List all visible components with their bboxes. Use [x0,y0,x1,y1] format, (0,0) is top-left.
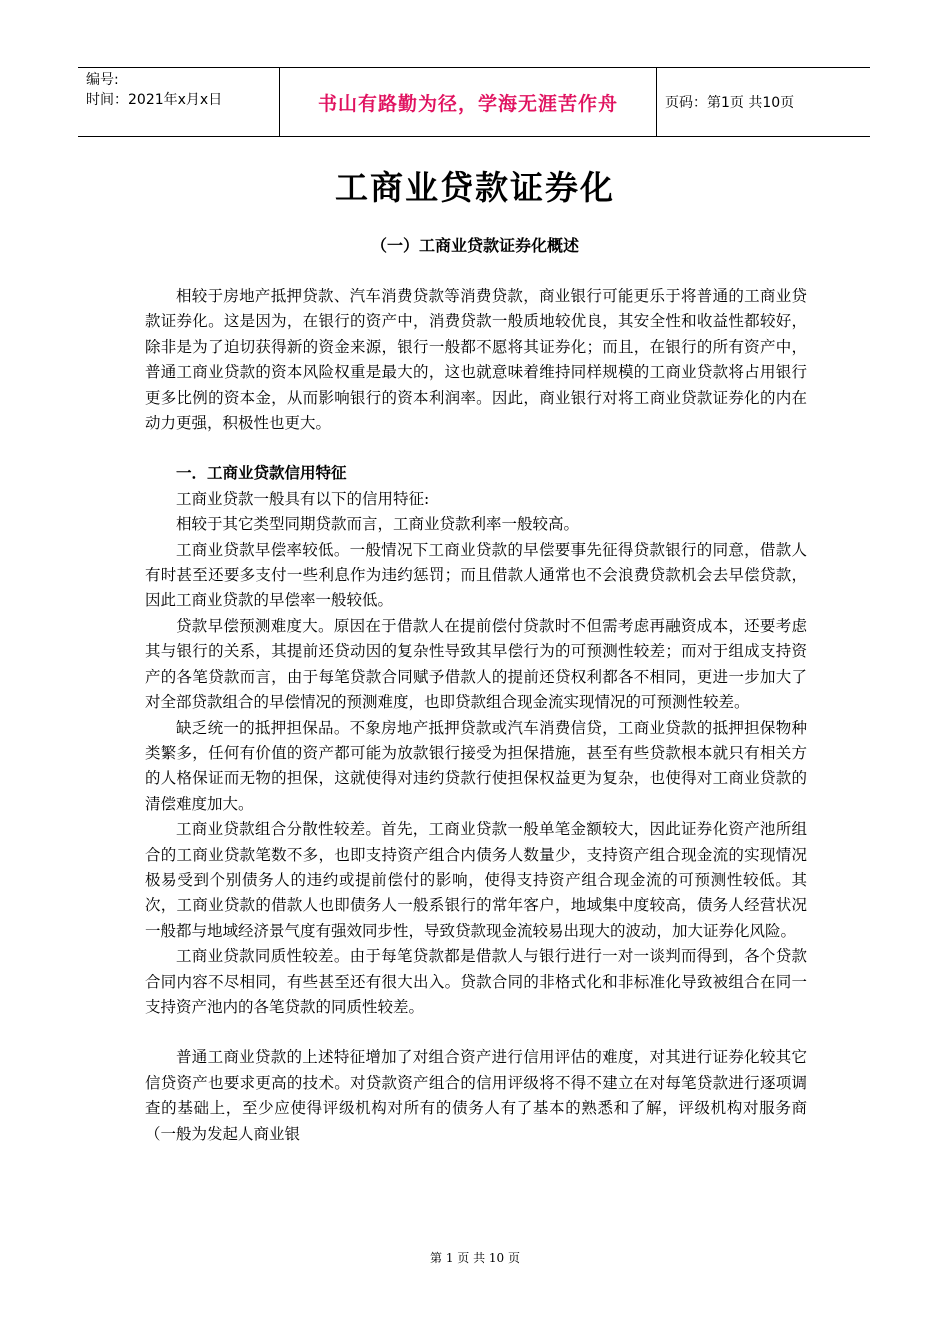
body-paragraph: 缺乏统一的抵押担保品。不象房地产抵押贷款或汽车消费信贷，工商业贷款的抵押担保物种类繁多，任何有价值的资产都可能为放款银行接受为担保措施，甚至有些贷款根本就只有相关方的人格保证而无物的担保，这就使得对违约贷款行使担保权益更为复杂，也使得对工商业贷款的清偿难度加大。 [145,718,807,813]
body-paragraph: 贷款早偿预测难度大。原因在于借款人在提前偿付贷款时不但需考虑再融资成本，还要考虑其与银行的关系，其提前还贷动因的复杂性导致其早偿行为的可预测性较差；而对于组成支持资产的各笔贷款而言，由于每笔贷款合同赋予借款人的提前还贷权利都各不相同，更进一步加大了对全部贷款组合的早偿情况的预测难度，也即贷款组合现金流实现情况的可预测性较差。 [145,616,807,712]
body-paragraph: 工商业贷款同质性较差。由于每笔贷款都是借款人与银行进行一对一谈判而得到，各个贷款合同内容不尽相同，有些甚至还有很大出入。贷款合同的非格式化和非标准化导致被组合在同一支持资产池内的各笔贷款的同质性较差。 [145,947,807,1016]
body-paragraph: 相较于其它类型同期贷款而言，工商业贷款利率一般较高。 [176,515,580,534]
header-meta [78,68,280,136]
section-title: （一）工商业贷款证券化概述 [370,236,579,255]
header-page-info: 页码：第1页 共10页 [665,95,795,111]
document-date: 时间：2021年x月x日 [86,92,223,108]
document-body [145,284,807,1147]
page-footer: 第 1 页 共 10 页 [430,1251,520,1265]
header-table [78,67,870,137]
header-motto: 书山有路勤为径，学海无涯苦作舟 [280,68,657,136]
body-paragraph: 工商业贷款一般具有以下的信用特征: [176,489,430,508]
intro-paragraph: 相较于房地产抵押贷款、汽车消费贷款等消费贷款，商业银行可能更乐于将普通的工商业贷款证券化。这是因为，在银行的资产中，消费贷款一般质地较优良，其安全性和收益性都较好，除非是为了迫切获得新的资金来源，银行一般都不愿将其证券化；而且，在银行的所有资产中，普通工商业贷款的资本风险权重是最大的，这也就意味着维持同样规模的工商业贷款将占用银行更多比例的资本金，从而影响银行的资本利润率。因此，商业银行对将工商业贷款证券化的内在动力更强，积极性也更大。 [145,287,807,433]
closing-paragraph: 普通工商业贷款的上述特征增加了对组合资产进行信用评估的难度，对其进行证券化较其它信贷资产也要求更高的技术。对贷款资产组合的信用评级将不得不建立在对每笔贷款进行逐项调查的基础上，至少应使得评级机构对所有的债务人有了基本的熟悉和了解，评级机构对服务商（一般为发起人商业银 [145,1048,807,1143]
paragraph-gap [145,436,807,461]
document-title: 工商业贷款证券化 [335,168,615,207]
subsection-heading: 一．工商业贷款信用特征 [176,464,347,483]
body-paragraph: 工商业贷款组合分散性较差。首先，工商业贷款一般单笔金额较大，因此证券化资产池所组合的工商业贷款笔数不多，也即支持资产组合内债务人数量少，支持资产组合现金流的实现情况极易受到个别债务人的违约或提前偿付的影响，使得支持资产组合现金流的可预测性较低。其次，工商业贷款的借款人也即债务人一般系银行的常年客户，地域集中度较高，债务人经营状况一般都与地域经济景气度有强效同步性，导致贷款现金流较易出现大的波动，加大证券化风险。 [145,820,807,940]
document-number-label: 编号: [86,72,119,88]
paragraph-gap [145,1020,807,1045]
body-paragraph: 工商业贷款早偿率较低。一般情况下工商业贷款的早偿要事先征得贷款银行的同意，借款人有时甚至还要多支付一些利息作为违约惩罚；而且借款人通常也不会浪费贷款机会去早偿贷款，因此工商业贷款的早偿率一般较低。 [145,540,807,610]
